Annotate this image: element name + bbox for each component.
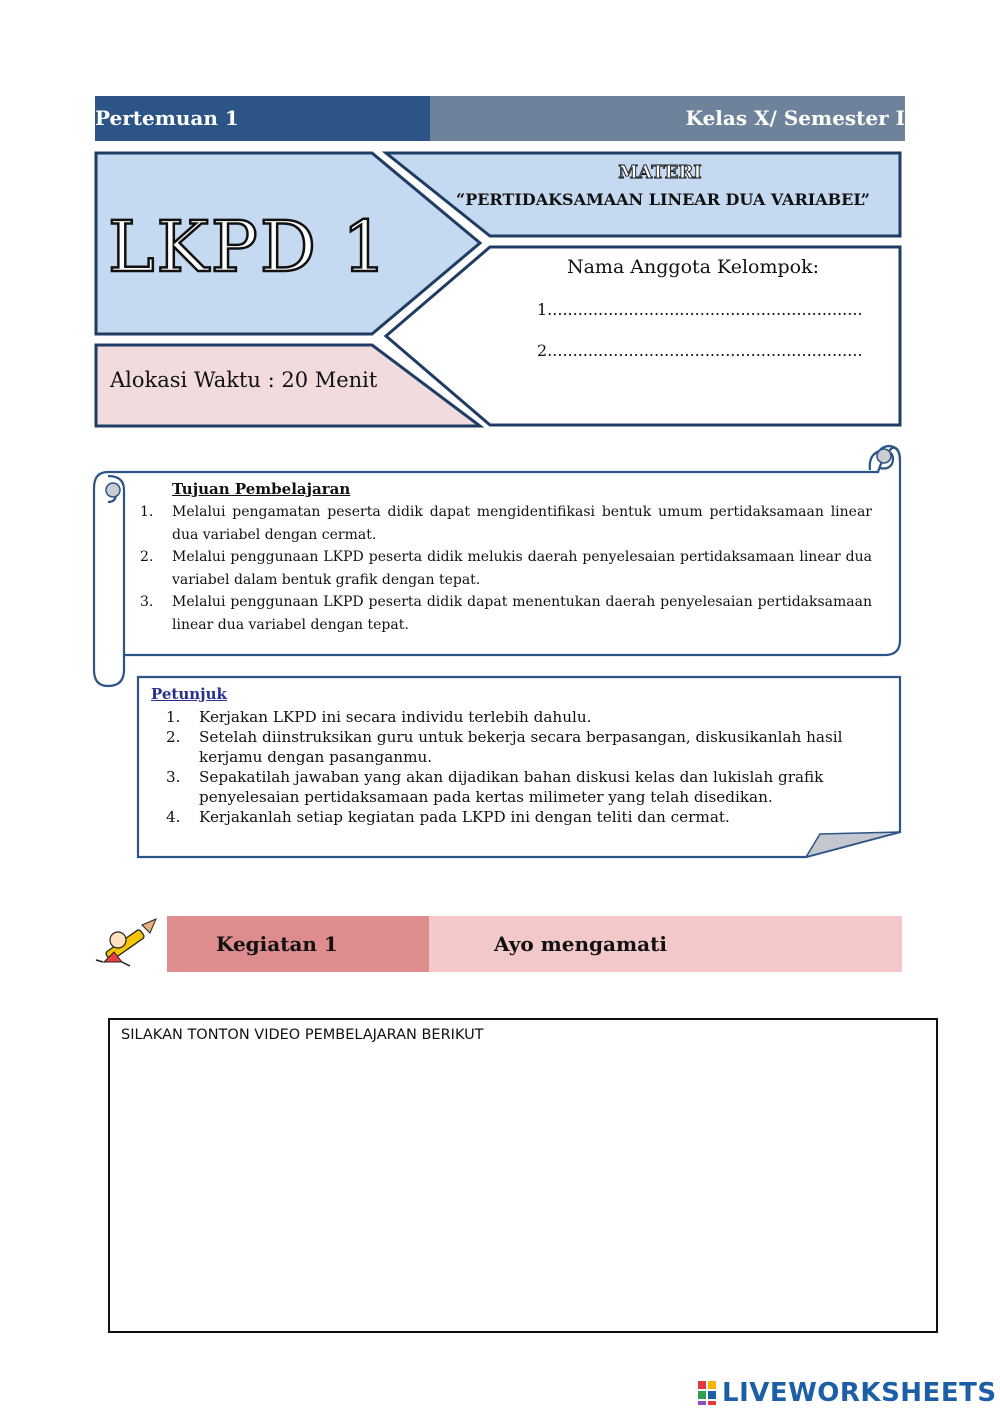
tujuan-heading: Tujuan Pembelajaran (172, 480, 351, 498)
item-number: 2. (140, 549, 154, 565)
scroll-curl-right (877, 449, 891, 463)
kegiatan-label: Kegiatan 1 (216, 932, 338, 956)
meeting-label: Pertemuan 1 (95, 106, 239, 130)
member-line-1[interactable]: 1.............................................................. (537, 300, 863, 319)
kegiatan-label-bar (167, 916, 429, 972)
scroll-curl-left (106, 483, 120, 497)
list-item (166, 727, 878, 767)
item-text: Kerjakanlah setiap kegiatan pada LKPD ini dengan teliti dan cermat. (199, 808, 730, 826)
item-text: Melalui pengamatan peserta didik dapat mengidentifikasi bentuk umum pertidaksamaan linear dua variabel dengan cermat. (172, 504, 872, 543)
time-allocation: Alokasi Waktu : 20 Menit (110, 368, 378, 392)
item-text: Kerjakan LKPD ini secara individu terlebih dahulu. (199, 708, 592, 726)
list-item (140, 501, 872, 546)
list-item (166, 707, 878, 727)
video-box[interactable] (108, 1018, 938, 1333)
item-number: 4. (166, 808, 181, 826)
class-semester-label: Kelas X/ Semester I (685, 106, 905, 130)
member-line-2[interactable]: 2.............................................................. (537, 341, 863, 360)
petunjuk-list (166, 707, 878, 827)
item-text: Setelah diinstruksikan guru untuk bekerja secara berpasangan, diskusikanlah hasil kerjamu dengan pasanganmu. (199, 728, 843, 766)
video-instruction: SILAKAN TONTON VIDEO PEMBELAJARAN BERIKUT (121, 1027, 484, 1043)
materi-label: MATERI (618, 162, 702, 183)
liveworksheets-logo-icon (698, 1381, 716, 1405)
worksheet-title: LKPD 1 (108, 206, 389, 288)
kegiatan-title: Ayo mengamati (494, 932, 667, 956)
pencil-mascot-icon (96, 919, 156, 966)
materi-topic: “PERTIDAKSAMAAN LINEAR DUA VARIABEL” (455, 190, 870, 209)
petunjuk-heading: Petunjuk (151, 685, 227, 703)
item-number: 2. (166, 728, 181, 746)
item-number: 1. (140, 504, 154, 520)
item-number: 3. (140, 594, 154, 610)
tujuan-list (140, 501, 872, 636)
list-item (140, 591, 872, 636)
item-number: 1. (166, 708, 181, 726)
folded-corner (806, 832, 900, 857)
kegiatan-title-bar (429, 916, 902, 972)
item-number: 3. (166, 768, 181, 786)
list-item (166, 767, 878, 807)
item-text: Sepakatilah jawaban yang akan dijadikan bahan diskusi kelas dan lukislah grafik penyelesaian pertidaksamaan pada kertas milimeter yang telah disedikan. (199, 768, 824, 806)
item-text: Melalui penggunaan LKPD peserta didik dapat menentukan daerah penyelesaian pertidaksamaan linear dua variabel dengan tepat. (172, 594, 872, 633)
members-label: Nama Anggota Kelompok: (566, 256, 820, 278)
item-text: Melalui penggunaan LKPD peserta didik melukis daerah penyelesaian pertidaksamaan linear dua variabel dalam bentuk grafik dengan tepat. (172, 549, 872, 588)
liveworksheets-brand[interactable]: LIVEWORKSHEETS (722, 1378, 997, 1408)
list-item (166, 807, 878, 827)
list-item (140, 546, 872, 591)
